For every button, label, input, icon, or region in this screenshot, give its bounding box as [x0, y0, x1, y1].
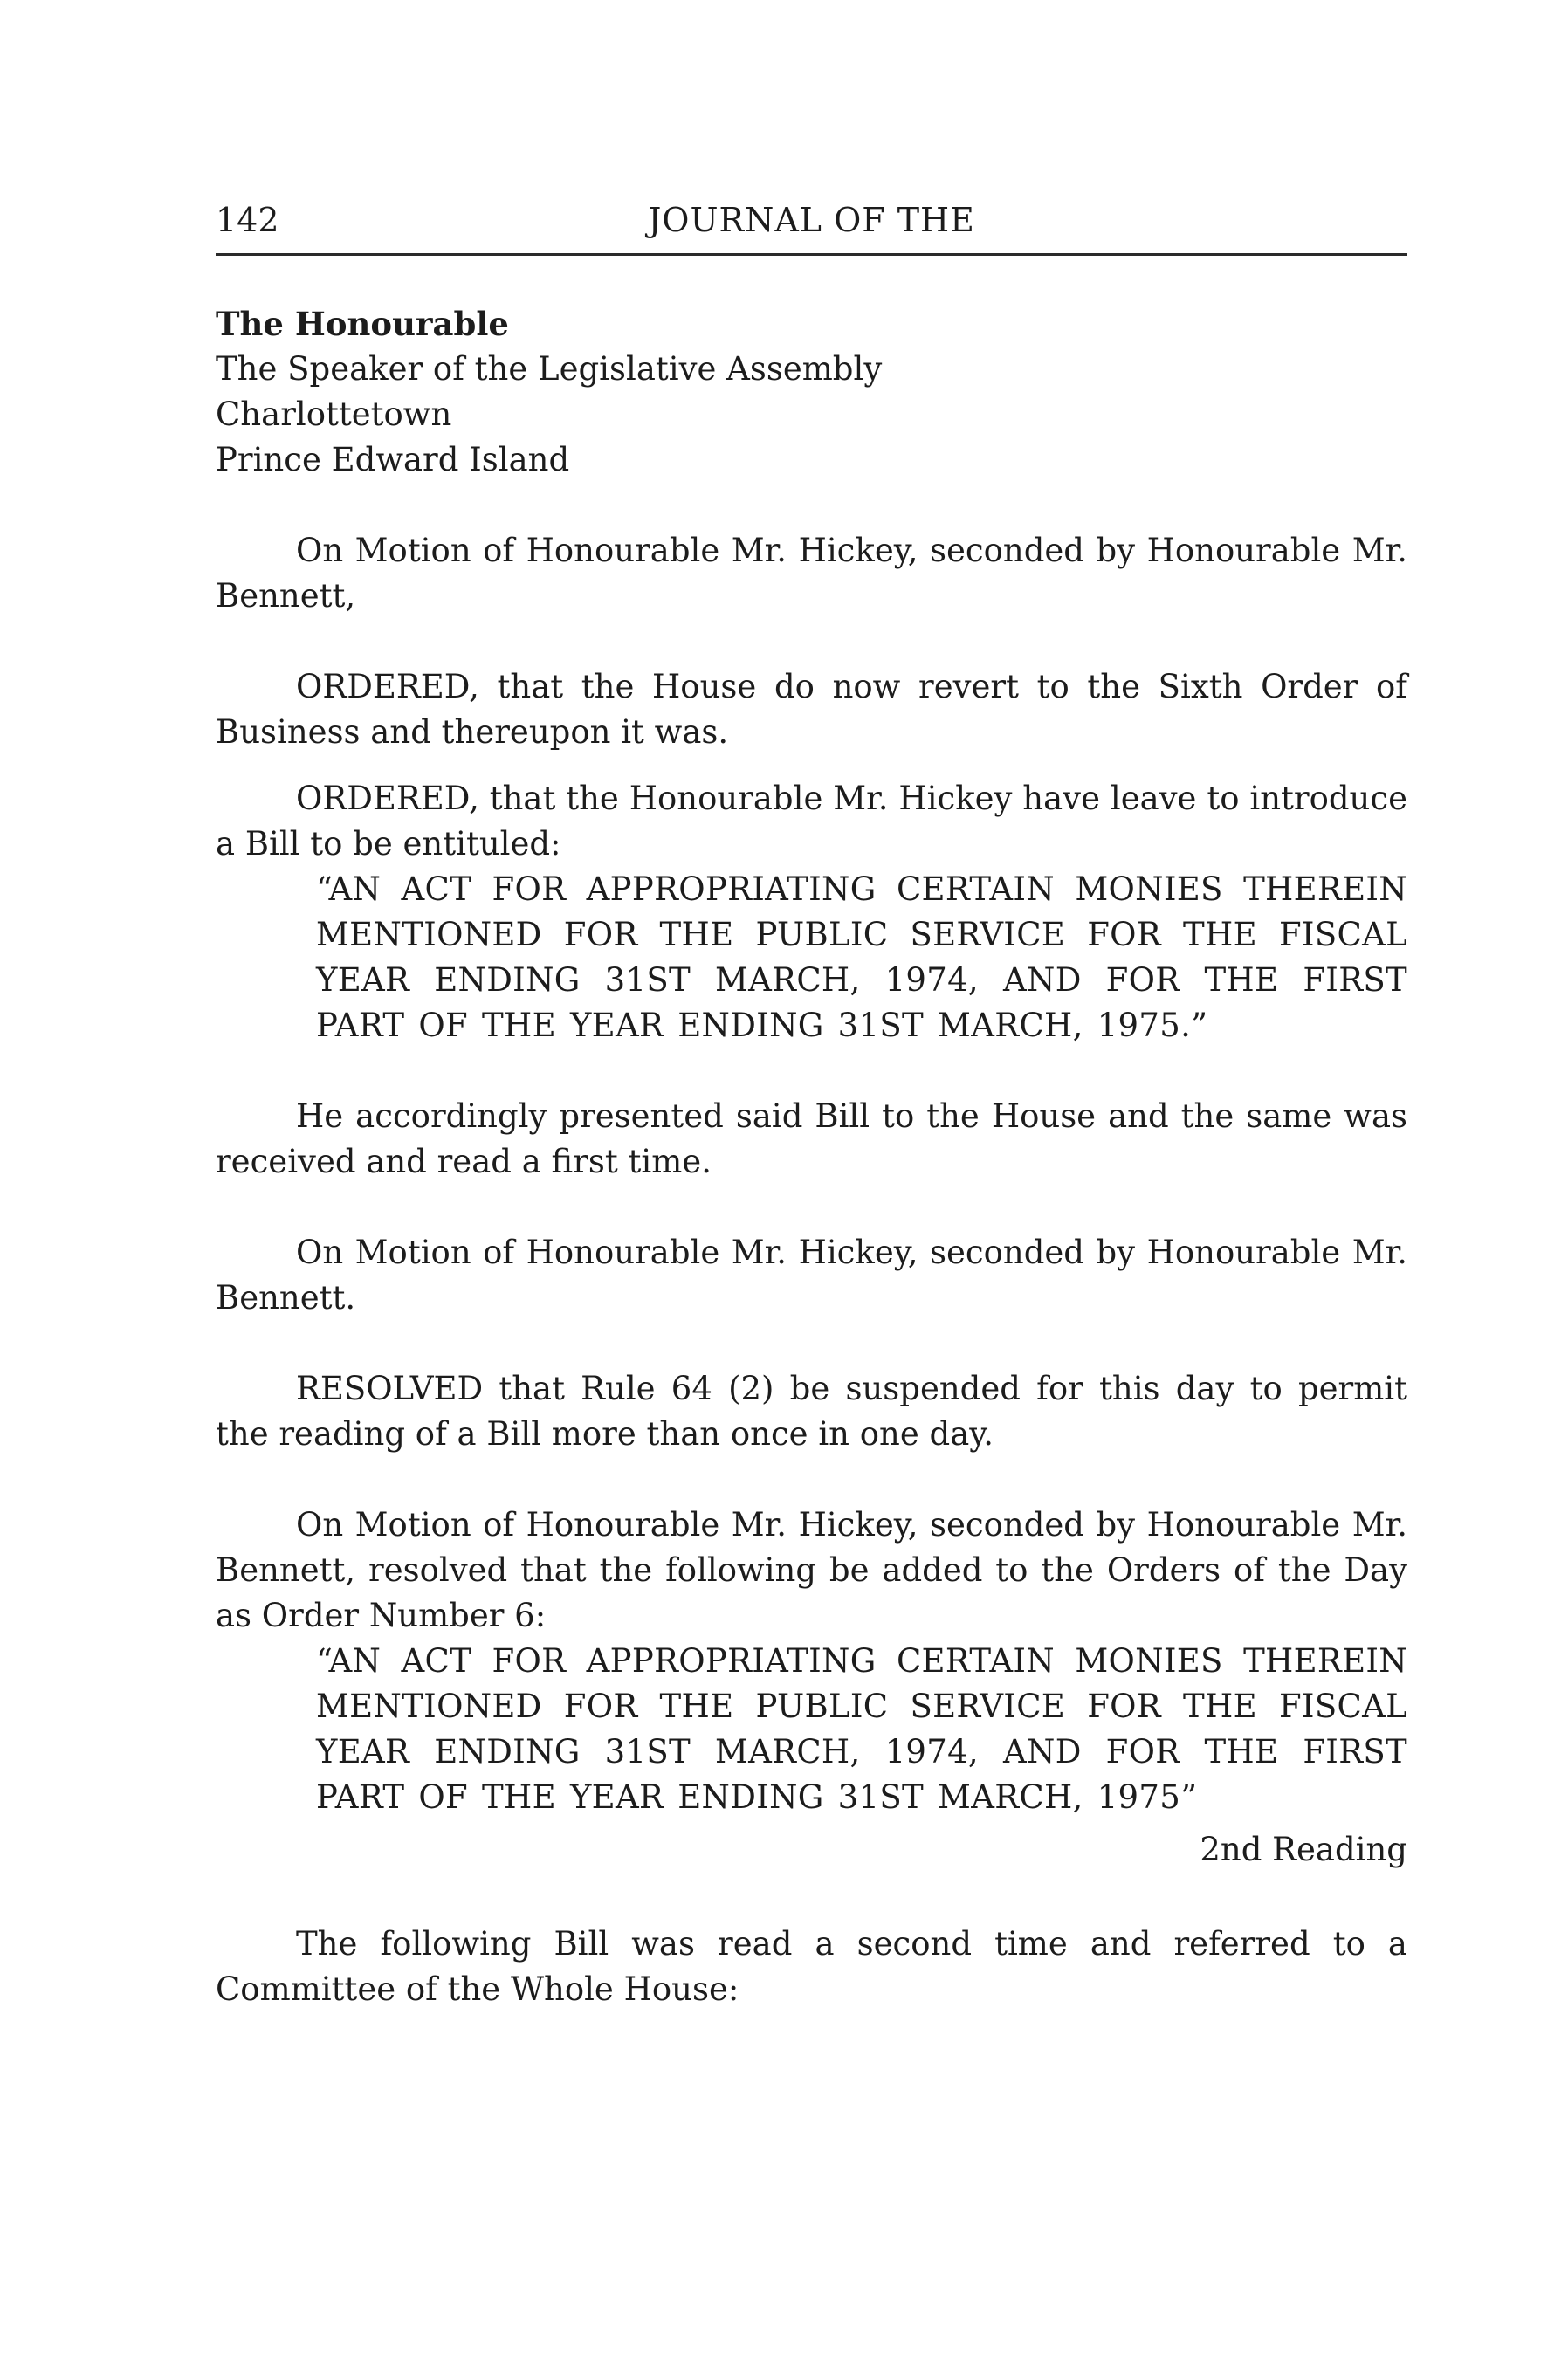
reading-note: 2nd Reading: [1200, 1831, 1407, 1868]
ordered-paragraph-2: ORDERED, that the Honourable Mr. Hickey have leave to introduce a Bill to be entituled:: [216, 780, 1407, 863]
ordered-paragraph-1: ORDERED, that the House do now revert to the Sixth Order of Business and thereupon it was.: [216, 668, 1407, 751]
address-block: [216, 301, 1407, 483]
page-header: [216, 199, 1407, 256]
address-line-province: Prince Edward Island: [216, 441, 570, 478]
page-number: 142: [216, 201, 279, 239]
motion-paragraph-3: On Motion of Honourable Mr. Hickey, seconded by Honourable Mr. Bennett, resolved that the following be added to the Orders of the Day as Order Number 6:: [216, 1506, 1407, 1634]
page-body: [216, 301, 1407, 2012]
bill-title-2: “AN ACT FOR APPROPRIATING CERTAIN MONIES THEREIN MENTIONED FOR THE PUBLIC SERVICE FOR THE FISCAL YEAR ENDING 31ST MARCH, 1974, AND FOR THE FIRST PART OF THE YEAR ENDING 31ST MARCH, 1975”: [316, 1642, 1407, 1816]
address-line-city: Charlottetown: [216, 395, 452, 433]
second-reading-paragraph: The following Bill was read a second time and referred to a Committee of the Whole House:: [216, 1925, 1407, 2008]
first-reading-paragraph: He accordingly presented said Bill to the House and the same was received and read a first time.: [216, 1097, 1407, 1180]
address-line-honourable: The Honourable: [216, 305, 509, 343]
running-head: JOURNAL OF THE: [648, 201, 975, 239]
motion-paragraph-1: On Motion of Honourable Mr. Hickey, seconded by Honourable Mr. Bennett,: [216, 532, 1407, 615]
motion-paragraph-2: On Motion of Honourable Mr. Hickey, seconded by Honourable Mr. Bennett.: [216, 1234, 1407, 1317]
bill-title-1: “AN ACT FOR APPROPRIATING CERTAIN MONIES THEREIN MENTIONED FOR THE PUBLIC SERVICE FOR THE FISCAL YEAR ENDING 31ST MARCH, 1974, AND FOR THE FIRST PART OF THE YEAR ENDING 31ST MARCH, 1975.”: [316, 870, 1407, 1044]
resolved-paragraph: RESOLVED that Rule 64 (2) be suspended for this day to permit the reading of a Bill more than once in one day.: [216, 1370, 1407, 1453]
address-line-speaker: The Speaker of the Legislative Assembly: [216, 350, 883, 388]
